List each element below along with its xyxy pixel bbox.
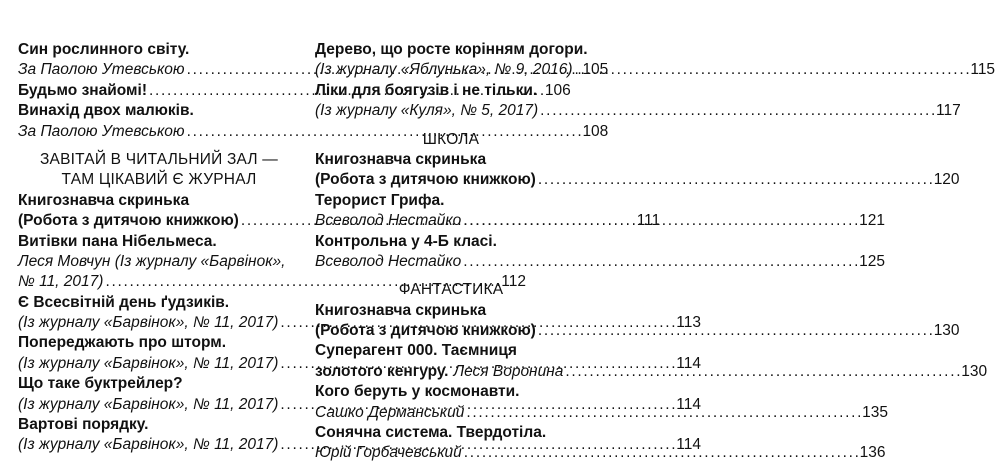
entry-title: Вартові порядку. xyxy=(18,416,149,434)
page-number: 130 xyxy=(933,322,960,340)
entry-title: Книгознавча скринька xyxy=(315,301,487,319)
entry-title: Є Всесвітній день ґудзиків. xyxy=(18,293,230,311)
page-number: 114 xyxy=(676,354,701,372)
page-number: 112 xyxy=(501,273,527,291)
entry-title: Дерево, що росте корінням догори. xyxy=(315,41,588,58)
page-number: 114 xyxy=(676,436,701,454)
page-number: 120 xyxy=(933,171,960,189)
entry-title: золотого кенгуру. xyxy=(315,362,449,380)
toc-title-line xyxy=(18,293,300,313)
dot-leader xyxy=(466,403,860,423)
entry-author: Леся Воронина xyxy=(453,362,564,380)
toc-title-line xyxy=(315,232,587,252)
entry-source: (Із журналу «Барвінок», № 11, 2017) xyxy=(18,395,279,413)
toc-title-line xyxy=(315,301,587,321)
entry-title: (Робота з дитячою книжкою) xyxy=(315,322,536,340)
toc-title-line xyxy=(315,191,587,211)
section-heading-text: ШКОЛА xyxy=(422,130,480,148)
toc-title-line xyxy=(18,252,300,272)
dot-leader xyxy=(538,321,932,341)
entry-source: За Паолою Утевською xyxy=(18,61,185,79)
toc-title-line xyxy=(315,150,587,170)
toc-title-line xyxy=(18,374,300,394)
section-heading xyxy=(18,170,300,190)
dot-leader xyxy=(575,60,969,80)
page-number: 108 xyxy=(582,122,609,140)
page-number: 136 xyxy=(859,444,886,462)
section-heading-text: ЗАВІТАЙ В ЧИТАЛЬНИЙ ЗАЛ — xyxy=(40,150,278,168)
entry-title: Книгознавча скринька xyxy=(315,150,487,168)
entry-title: Попереджають про шторм. xyxy=(18,334,227,352)
section-gap xyxy=(315,272,587,280)
entry-title: Будьмо знайомі! xyxy=(18,81,147,99)
dot-leader xyxy=(463,252,857,272)
page-number: 114 xyxy=(676,395,701,413)
toc-title-line xyxy=(18,415,300,435)
page-number: 130 xyxy=(961,362,988,380)
page-number: 121 xyxy=(859,212,885,230)
entry-source: Сашко Дерманський xyxy=(315,403,465,421)
entry-source: № 11, 2017) xyxy=(18,273,104,291)
toc-title-line xyxy=(18,333,300,353)
section-heading xyxy=(315,130,587,150)
page-number: 111 xyxy=(636,212,661,230)
entry-title: (Робота з дитячою книжкою) xyxy=(18,212,239,230)
page-number: 115 xyxy=(970,61,995,79)
dot-leader xyxy=(540,101,934,121)
entry-title: Винахід двох малюків. xyxy=(18,102,194,120)
entry-source: (Із журналу «Барвінок», № 11, 2017) xyxy=(18,314,279,332)
entry-source: Юрій Горбачевський xyxy=(315,444,462,462)
entry-title: Син рослинного світу. xyxy=(18,41,190,58)
entry-title: Книгознавча скринька xyxy=(18,191,190,209)
toc-entry-line xyxy=(315,170,960,190)
section-gap xyxy=(18,142,300,150)
entry-source: (Із журналу «Барвінок», № 11, 2017) xyxy=(18,354,279,372)
entry-title: Суперагент 000. Таємниця xyxy=(315,342,517,360)
entry-title: Що таке буктрейлер? xyxy=(18,375,183,393)
entry-source: Всеволод Нестайко xyxy=(315,252,462,270)
toc-title-line xyxy=(18,101,300,121)
entry-title: Терорист Грифа. xyxy=(315,191,445,209)
toc-title-line xyxy=(18,232,300,252)
toc-title-line xyxy=(315,382,587,402)
page-number: 117 xyxy=(936,102,961,120)
entry-title: Витівки пана Нібельмеса. xyxy=(18,232,217,250)
entry-source: За Паолою Утевською xyxy=(18,122,185,140)
page-number: 113 xyxy=(676,314,701,332)
toc-title-line xyxy=(315,81,587,101)
entry-source: (Із журналу «Куля», № 5, 2017) xyxy=(315,102,539,120)
page-number: 105 xyxy=(582,61,609,79)
page-number: 135 xyxy=(862,403,889,421)
dot-leader xyxy=(565,362,959,382)
toc-title-line xyxy=(315,40,587,60)
entry-source: (Із журналу «Барвінок», № 11, 2017) xyxy=(18,436,279,454)
entry-source: (Із журналу «Яблунька», № 9, 2016) xyxy=(315,61,573,79)
toc-title-line xyxy=(315,423,587,443)
toc-entry-line xyxy=(315,101,961,121)
section-heading-text: ФАНТАСТИКА xyxy=(398,281,504,299)
entry-title: Кого беруть у космонавти. xyxy=(315,383,520,401)
dot-leader xyxy=(463,211,857,231)
toc-title-line xyxy=(18,40,300,60)
section-heading xyxy=(315,280,587,300)
entry-title: (Робота з дитячою книжкою) xyxy=(315,171,536,189)
toc-entry-line xyxy=(315,252,885,272)
page-number: 106 xyxy=(544,81,571,99)
entry-source: Всеволод Нестайко xyxy=(315,212,462,230)
entry-source: Леся Мовчун (Із журналу «Барвінок», xyxy=(18,252,286,270)
toc-title-line xyxy=(315,341,587,361)
section-heading xyxy=(18,150,300,170)
section-heading-text: ТАМ ЦІКАВИЙ Є ЖУРНАЛ xyxy=(61,171,257,189)
entry-title: Контрольна у 4-Б класі. xyxy=(315,232,497,250)
entry-title: Сонячна система. Твердотіла. xyxy=(315,424,547,442)
entry-title: Ліки для боягузів і не тільки. xyxy=(315,81,538,99)
dot-leader xyxy=(538,170,932,190)
section-gap xyxy=(315,122,587,130)
page-number: 125 xyxy=(859,252,885,270)
toc-title-line xyxy=(18,191,300,211)
dot-leader xyxy=(464,443,858,463)
